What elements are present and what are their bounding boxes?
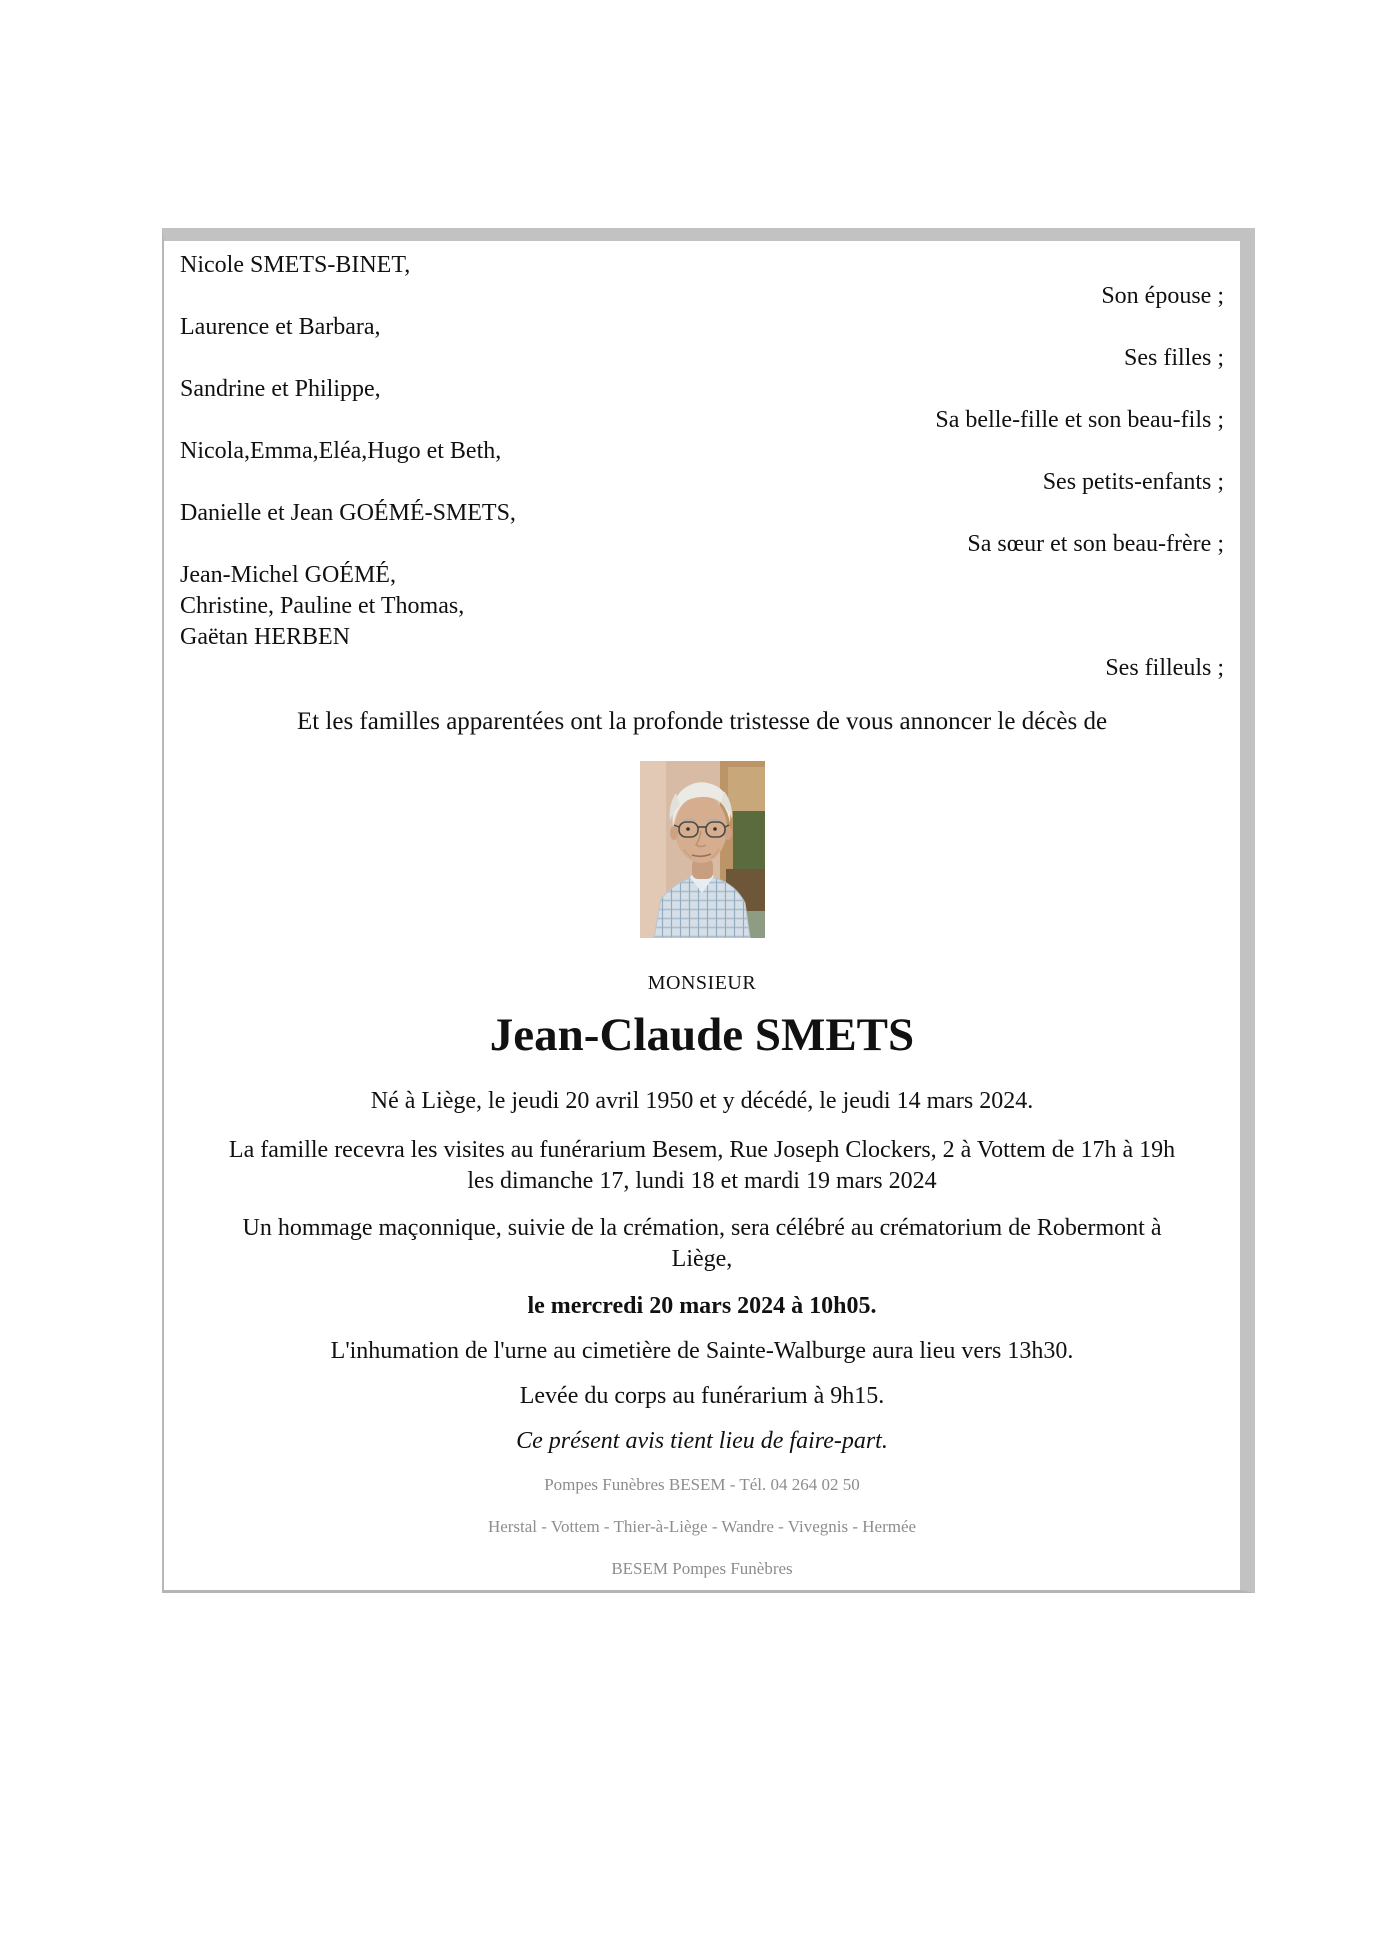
visits-line-2: les dimanche 17, lundi 18 et mardi 19 mars 2024 — [467, 1168, 937, 1194]
civility-label: MONSIEUR — [647, 972, 757, 994]
levee-line: Levée du corps au funérarium à 9h15. — [519, 1383, 885, 1409]
ceremony-line-2: Liège, — [671, 1246, 733, 1272]
family-name: Christine, Pauline et Thomas, — [180, 593, 465, 619]
relation-label: Sa sœur et son beau-frère ; — [967, 531, 1224, 557]
ceremony-paragraph — [180, 1213, 1224, 1275]
deceased-name: Jean-Claude SMETS — [489, 1009, 915, 1061]
birth-death-line: Né à Liège, le jeudi 20 avril 1950 et y décédé, le jeudi 14 mars 2024. — [370, 1088, 1034, 1114]
family-name: Jean-Michel GOÉMÉ, — [180, 562, 396, 588]
relation-label: Ses filleuls ; — [1105, 655, 1224, 681]
relation-label: Ses filles ; — [1124, 345, 1224, 371]
family-list — [180, 241, 1224, 684]
relation-label: Son épouse ; — [1101, 283, 1224, 309]
relation-label: Sa belle-fille et son beau-fils ; — [935, 407, 1224, 433]
family-name: Gaëtan HERBEN — [180, 624, 350, 650]
family-name: Sandrine et Philippe, — [180, 376, 381, 402]
family-name: Danielle et Jean GOÉMÉ-SMETS, — [180, 500, 516, 526]
visits-paragraph — [180, 1135, 1224, 1197]
funeral-notice-page — [162, 228, 1255, 1593]
ceremony-datetime: le mercredi 20 mars 2024 à 10h05. — [527, 1293, 877, 1319]
family-name: Laurence et Barbara, — [180, 314, 381, 340]
relation-label: Ses petits-enfants ; — [1042, 469, 1224, 495]
ceremony-line-1: Un hommage maçonnique, suivie de la crémation, sera célébré au crématorium de Robermont à — [242, 1215, 1162, 1241]
footer-company: BESEM Pompes Funèbres — [611, 1559, 793, 1578]
portrait-photo — [640, 761, 765, 938]
faire-part-notice: Ce présent avis tient lieu de faire-part. — [516, 1428, 888, 1454]
inhumation-line: L'inhumation de l'urne au cimetière de Sainte-Walburge aura lieu vers 13h30. — [330, 1338, 1074, 1364]
announcement-sentence: Et les familles apparentées ont la profonde tristesse de vous annoncer le décès de — [296, 708, 1108, 735]
portrait-photo-container — [180, 761, 1224, 938]
family-name: Nicola,Emma,Eléa,Hugo et Beth, — [180, 438, 502, 464]
visits-line-1: La famille recevra les visites au funérarium Besem, Rue Joseph Clockers, 2 à Vottem de 17h à 19h — [228, 1137, 1176, 1163]
family-name: Nicole SMETS-BINET, — [180, 252, 411, 278]
footer-contact: Pompes Funèbres BESEM - Tél. 04 264 02 50 — [544, 1475, 860, 1494]
footer-locations: Herstal - Vottem - Thier-à-Liège - Wandre - Vivegnis - Hermée — [487, 1517, 917, 1536]
